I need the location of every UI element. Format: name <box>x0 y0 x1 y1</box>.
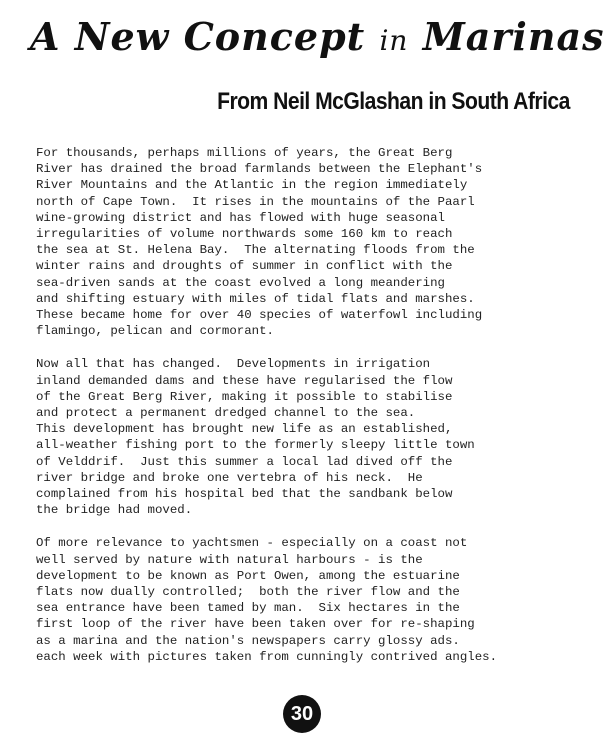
text-line: flats now dually controlled; both the river flow and the <box>36 585 460 600</box>
text-line: irregularities of volume northwards some 160 km to reach <box>36 227 453 242</box>
text-line: and protect a permanent dredged channel to the sea. <box>36 406 416 421</box>
text-line: north of Cape Town. It rises in the mountains of the Paarl <box>36 194 475 209</box>
text-line: the bridge had moved. <box>36 503 193 518</box>
title-part-3: Marinas <box>422 14 605 59</box>
text-line: of Velddrif. Just this summer a local lad dived off the <box>36 454 453 469</box>
paragraph <box>36 535 581 665</box>
text-line: the sea at St. Helena Bay. The alternating floods from the <box>36 243 475 258</box>
text-line: Now all that has changed. Developments in irrigation <box>36 357 431 372</box>
text-line: and shifting estuary with miles of tidal flats and marshes. <box>36 291 475 306</box>
page-number-badge: 30 <box>283 695 321 733</box>
text-line: flamingo, pelican and cormorant. <box>36 324 274 339</box>
text-line: For thousands, perhaps millions of years, the Great Berg <box>36 146 453 160</box>
text-line: These became home for over 40 species of waterfowl including <box>36 308 483 323</box>
text-line: River Mountains and the Atlantic in the region immediately <box>36 178 468 193</box>
text-line: This development has brought new life as an established, <box>36 422 453 437</box>
text-line: river bridge and broke one vertebra of his neck. He <box>36 470 423 485</box>
text-line: Of more relevance to yachtsmen - especially on a coast not <box>36 536 468 551</box>
title-part-2: in <box>379 24 409 57</box>
paragraph <box>36 356 581 518</box>
text-line: of the Great Berg River, making it possible to stabilise <box>36 389 453 404</box>
text-line: River has drained the broad farmlands between the Elephant's <box>36 162 483 177</box>
text-line: sea-driven sands at the coast evolved a long meandering <box>36 275 445 290</box>
text-line: wine-growing district and has flowed with huge seasonal <box>36 210 445 225</box>
article-body <box>36 145 581 682</box>
text-line: each week with pictures taken from cunningly contrived angles. <box>36 649 498 664</box>
text-line: development to be known as Port Owen, among the estuarine <box>36 568 460 583</box>
text-line: all-weather fishing port to the formerly sleepy little town <box>36 438 475 453</box>
text-line: inland demanded dams and these have regularised the flow <box>36 373 453 388</box>
paragraph <box>36 145 581 339</box>
article-byline: From Neil McGlashan in South Africa <box>217 88 570 115</box>
text-line: well served by nature with natural harbours - is the <box>36 552 423 567</box>
text-line: complained from his hospital bed that the sandbank below <box>36 487 453 502</box>
text-line: first loop of the river have been taken over for re-shaping <box>36 617 475 632</box>
title-part-1: A New Concept <box>30 14 366 59</box>
text-line: sea entrance have been tamed by man. Six hectares in the <box>36 601 460 616</box>
text-line: as a marina and the nation's newspapers carry glossy ads. <box>36 633 460 648</box>
text-line: winter rains and droughts of summer in conflict with the <box>36 259 453 274</box>
article-title <box>30 14 605 64</box>
